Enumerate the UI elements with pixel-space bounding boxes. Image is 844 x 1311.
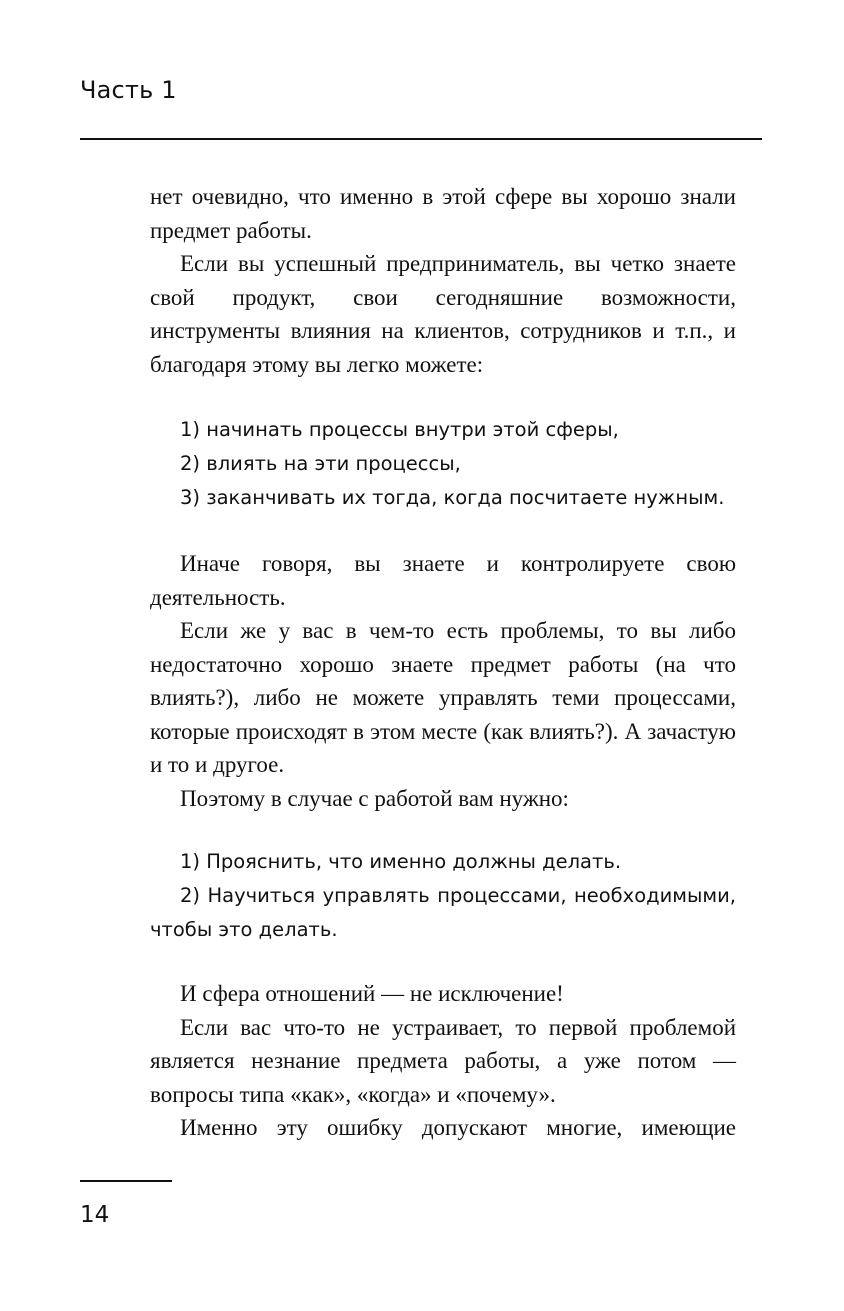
list-item: 2) влиять на эти процессы, [180, 452, 461, 475]
action-list [150, 413, 736, 515]
spacer [150, 947, 736, 977]
paragraph-6: И сфера отношений — не исключение! [180, 981, 564, 1006]
spacer [150, 515, 736, 547]
paragraph-8: Именно эту ошибку допускают многие, имеющие [180, 1115, 736, 1140]
paragraph-7: Если вас что-то не устраивает, то первой проблемой является незнание предмета работы, а уже потом — вопросы типа «как», «когда» и «почему». [150, 1014, 736, 1107]
work-steps-list [150, 845, 736, 947]
paragraph-5: Поэтому в случае с работой вам нужно: [180, 785, 569, 811]
spacer [150, 815, 736, 845]
list-item: 1) начинать процессы внутри этой сферы, [180, 418, 619, 441]
page-body [150, 180, 736, 1145]
list-item: 3) заканчивать их тогда, когда посчитаете нужным. [180, 486, 725, 509]
header-rule [80, 138, 762, 140]
paragraph-2: Если вы успешный предприниматель, вы четко знаете свой продукт, свои сегодняшние возможности, инструменты влияния на клиентов, сотрудников и т.п., и благодаря этому вы легко можете: [150, 251, 736, 377]
page-number: 14 [80, 1202, 110, 1228]
paragraph-1: нет очевидно, что именно в этой сфере вы хорошо знали предмет работы. [150, 184, 736, 243]
paragraph-3: Иначе говоря, вы знаете и контролируете свою деятельность. [150, 551, 736, 610]
running-head: Часть 1 [80, 76, 177, 104]
paragraph-4: Если же у вас в чем-то есть проблемы, то вы либо недостаточно хорошо знаете предмет работы (на что влиять?), либо не можете управлять теми процессами, которые происходят в этом месте (как влиять?). А зачастую и то и другое. [150, 618, 736, 777]
footer-rule [80, 1180, 172, 1182]
list-item: 2) Научиться управлять процессами, необходимыми, чтобы это делать. [150, 884, 736, 941]
list-item: 1) Прояснить, что именно должны делать. [180, 850, 622, 873]
spacer [150, 381, 736, 413]
